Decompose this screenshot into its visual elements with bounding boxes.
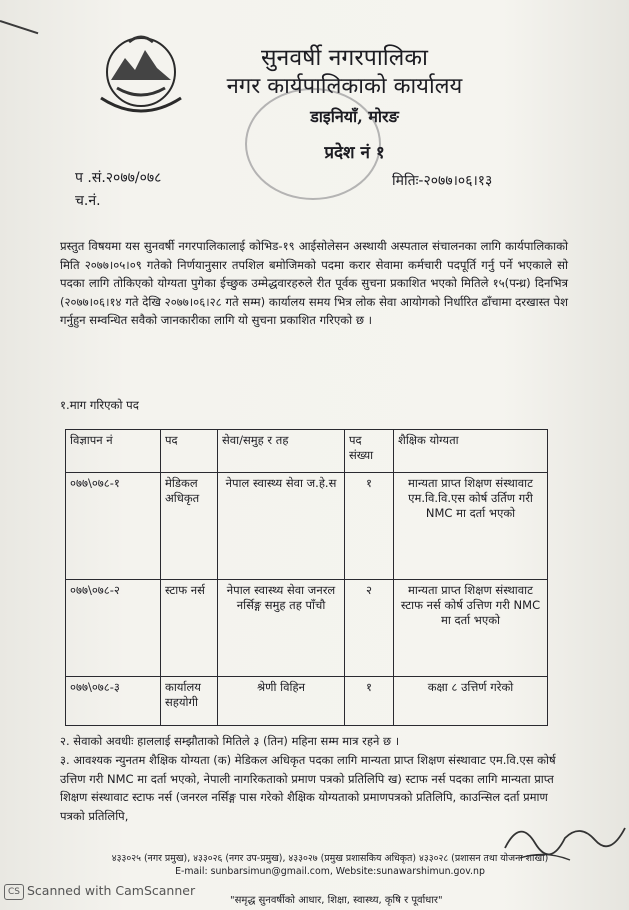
cell-post-count: २ <box>345 580 394 677</box>
camscanner-logo-icon: CS <box>4 884 24 900</box>
vacancy-table <box>65 429 548 726</box>
footer-email: E-mail: sunbarsimun@gmail.com, Website:sunawarshimun.gov.np <box>175 866 485 877</box>
notice-intro: प्रस्तुत विषयमा यस सुनवर्षी नगरपालिकालाई कोभिड-१९ आईसोलेसन अस्थायी अस्पताल संचालनका लागि कार्यपालिकाको मिति २०७७।०५।०९ गतेको निर्णयानुसार तपशिल बमोजिमको पदमा करार सेवामा कर्मचारी पदपूर्ति गर्नु पर्ने भएकाले सो पदका लागि तोकिएको योग्यता पुगेका ईच्छुक उम्मेद्धवारहरुले रीत पूर्वक सुचना प्रकाशित भएको मितिले १५(पन्ध्र) दिनभित्र (२०७७।०६।१४ गते देखि २०७७।०६।२८ गते सम्म) कार्यालय समय भित्र लोक सेवा आयोगको निर्धारित ढाँचामा दरखास्त पेश गर्नुहुन सम्वन्धित सवैको जानकारीका लागि यो सुचना प्रकाशित गरिएको छ । <box>60 239 568 328</box>
cell-service-group: नेपाल स्वास्थ्य सेवा जनरल नर्सिङ्ग समुह तह पाँचौ <box>218 580 345 677</box>
cell-post-count: १ <box>345 677 394 726</box>
cell-service-group: नेपाल स्वास्थ्य सेवा ज.हे.स <box>218 473 345 580</box>
header-ad-no: विज्ञापन नं <box>66 430 161 473</box>
cell-post: कार्यालय सहयोगी <box>161 677 218 726</box>
camscanner-watermark <box>4 883 195 900</box>
table-row <box>66 580 548 677</box>
office-address: डाइनियाँ, मोरङ <box>310 107 399 126</box>
header-post: पद <box>161 430 218 473</box>
office-name: नगर कार्यपालिकाको कार्यालय <box>226 74 463 99</box>
footer-phones: ४३३०२५ (नगर प्रमुख), ४३३०२६ (नगर उप-प्रमुख), ४३३०२७ (प्रमुख प्रशासकिय अधिकृत) ४३३०२८ (प्रशासन तथा योजना शाखा) <box>111 853 549 864</box>
footer-contact <box>95 852 565 878</box>
document-date: मितिः-२०७७।०६।१३ <box>392 173 493 189</box>
municipality-name: सुनवर्षी नगरपालिका <box>261 45 428 71</box>
table-header-row <box>66 430 548 473</box>
cell-post: मेडिकल अधिकृत <box>161 473 218 580</box>
cell-ad-no: ०७७\०७८-२ <box>66 580 161 677</box>
dispatch-number: च.नं. <box>75 193 101 209</box>
camscanner-label: Scanned with CamScanner <box>27 883 196 898</box>
fold-mark <box>0 20 38 34</box>
cell-service-group: श्रेणी विहिन <box>218 677 345 726</box>
cell-post-count: १ <box>345 473 394 580</box>
footer-slogan: "समृद्ध सुनवर्षीको आधार, शिक्षा, स्वास्थ्य, कृषि र पूर्वाधार" <box>230 895 443 906</box>
office-seal-stamp <box>245 88 381 200</box>
header-service-group: सेवा/समुह र तह <box>218 430 345 473</box>
section-2-duration: २. सेवाको अवधीः हाललाई सम्झौताको मितिले ३ (तिन) महिना सम्म मात्र रहने छ । <box>60 734 400 748</box>
reference-number: प .सं.२०७७/०७८ <box>75 170 162 186</box>
cell-qualification: मान्यता प्राप्त शिक्षण संस्थावाट एम.वि.वि.एस कोर्ष उर्तिण गरी NMC मा दर्ता भएको <box>394 473 548 580</box>
cell-post: स्टाफ नर्स <box>161 580 218 677</box>
header-post-count: पद संख्या <box>345 430 394 473</box>
table-row <box>66 473 548 580</box>
cell-qualification: कक्षा ८ उत्तिर्ण गरेको <box>394 677 548 726</box>
header-qualification: शैक्षिक योग्यता <box>394 430 548 473</box>
cell-ad-no: ०७७\०७८-१ <box>66 473 161 580</box>
cell-ad-no: ०७७\०७८-३ <box>66 677 161 726</box>
section-1-heading: १.माग गरिएको पद <box>60 398 139 412</box>
province-label: प्रदेश नं १ <box>324 143 385 163</box>
cell-qualification: मान्यता प्राप्त शिक्षण संस्थावाट स्टाफ नर्स कोर्ष उत्तिण गरी NMC मा दर्ता भएको <box>394 580 548 677</box>
section-3-qualification: ३. आवश्यक न्युनतम शैक्षिक योग्यता (क) मेडिकल अधिकृत पदका लागि मान्यता प्राप्त शिक्षण संस्थावाट एम.वि.एस कोर्ष उत्तिण गरी NMC मा दर्ता भएको, नेपाली नागरिकताको प्रमाण पत्रको प्रतिलिपि ख) स्टाफ नर्स पदका लागि मान्यता प्राप्त शिक्षण संस्थावाट स्टाफ नर्स (जनरल नर्सिङ्ग पास गरेको शैक्षिक योग्यताको प्रमाणपत्रको प्रतिलिपि, काउन्सिल दर्ता प्रमाण पत्रको प्रतिलिपि, <box>60 753 556 823</box>
table-row <box>66 677 548 726</box>
